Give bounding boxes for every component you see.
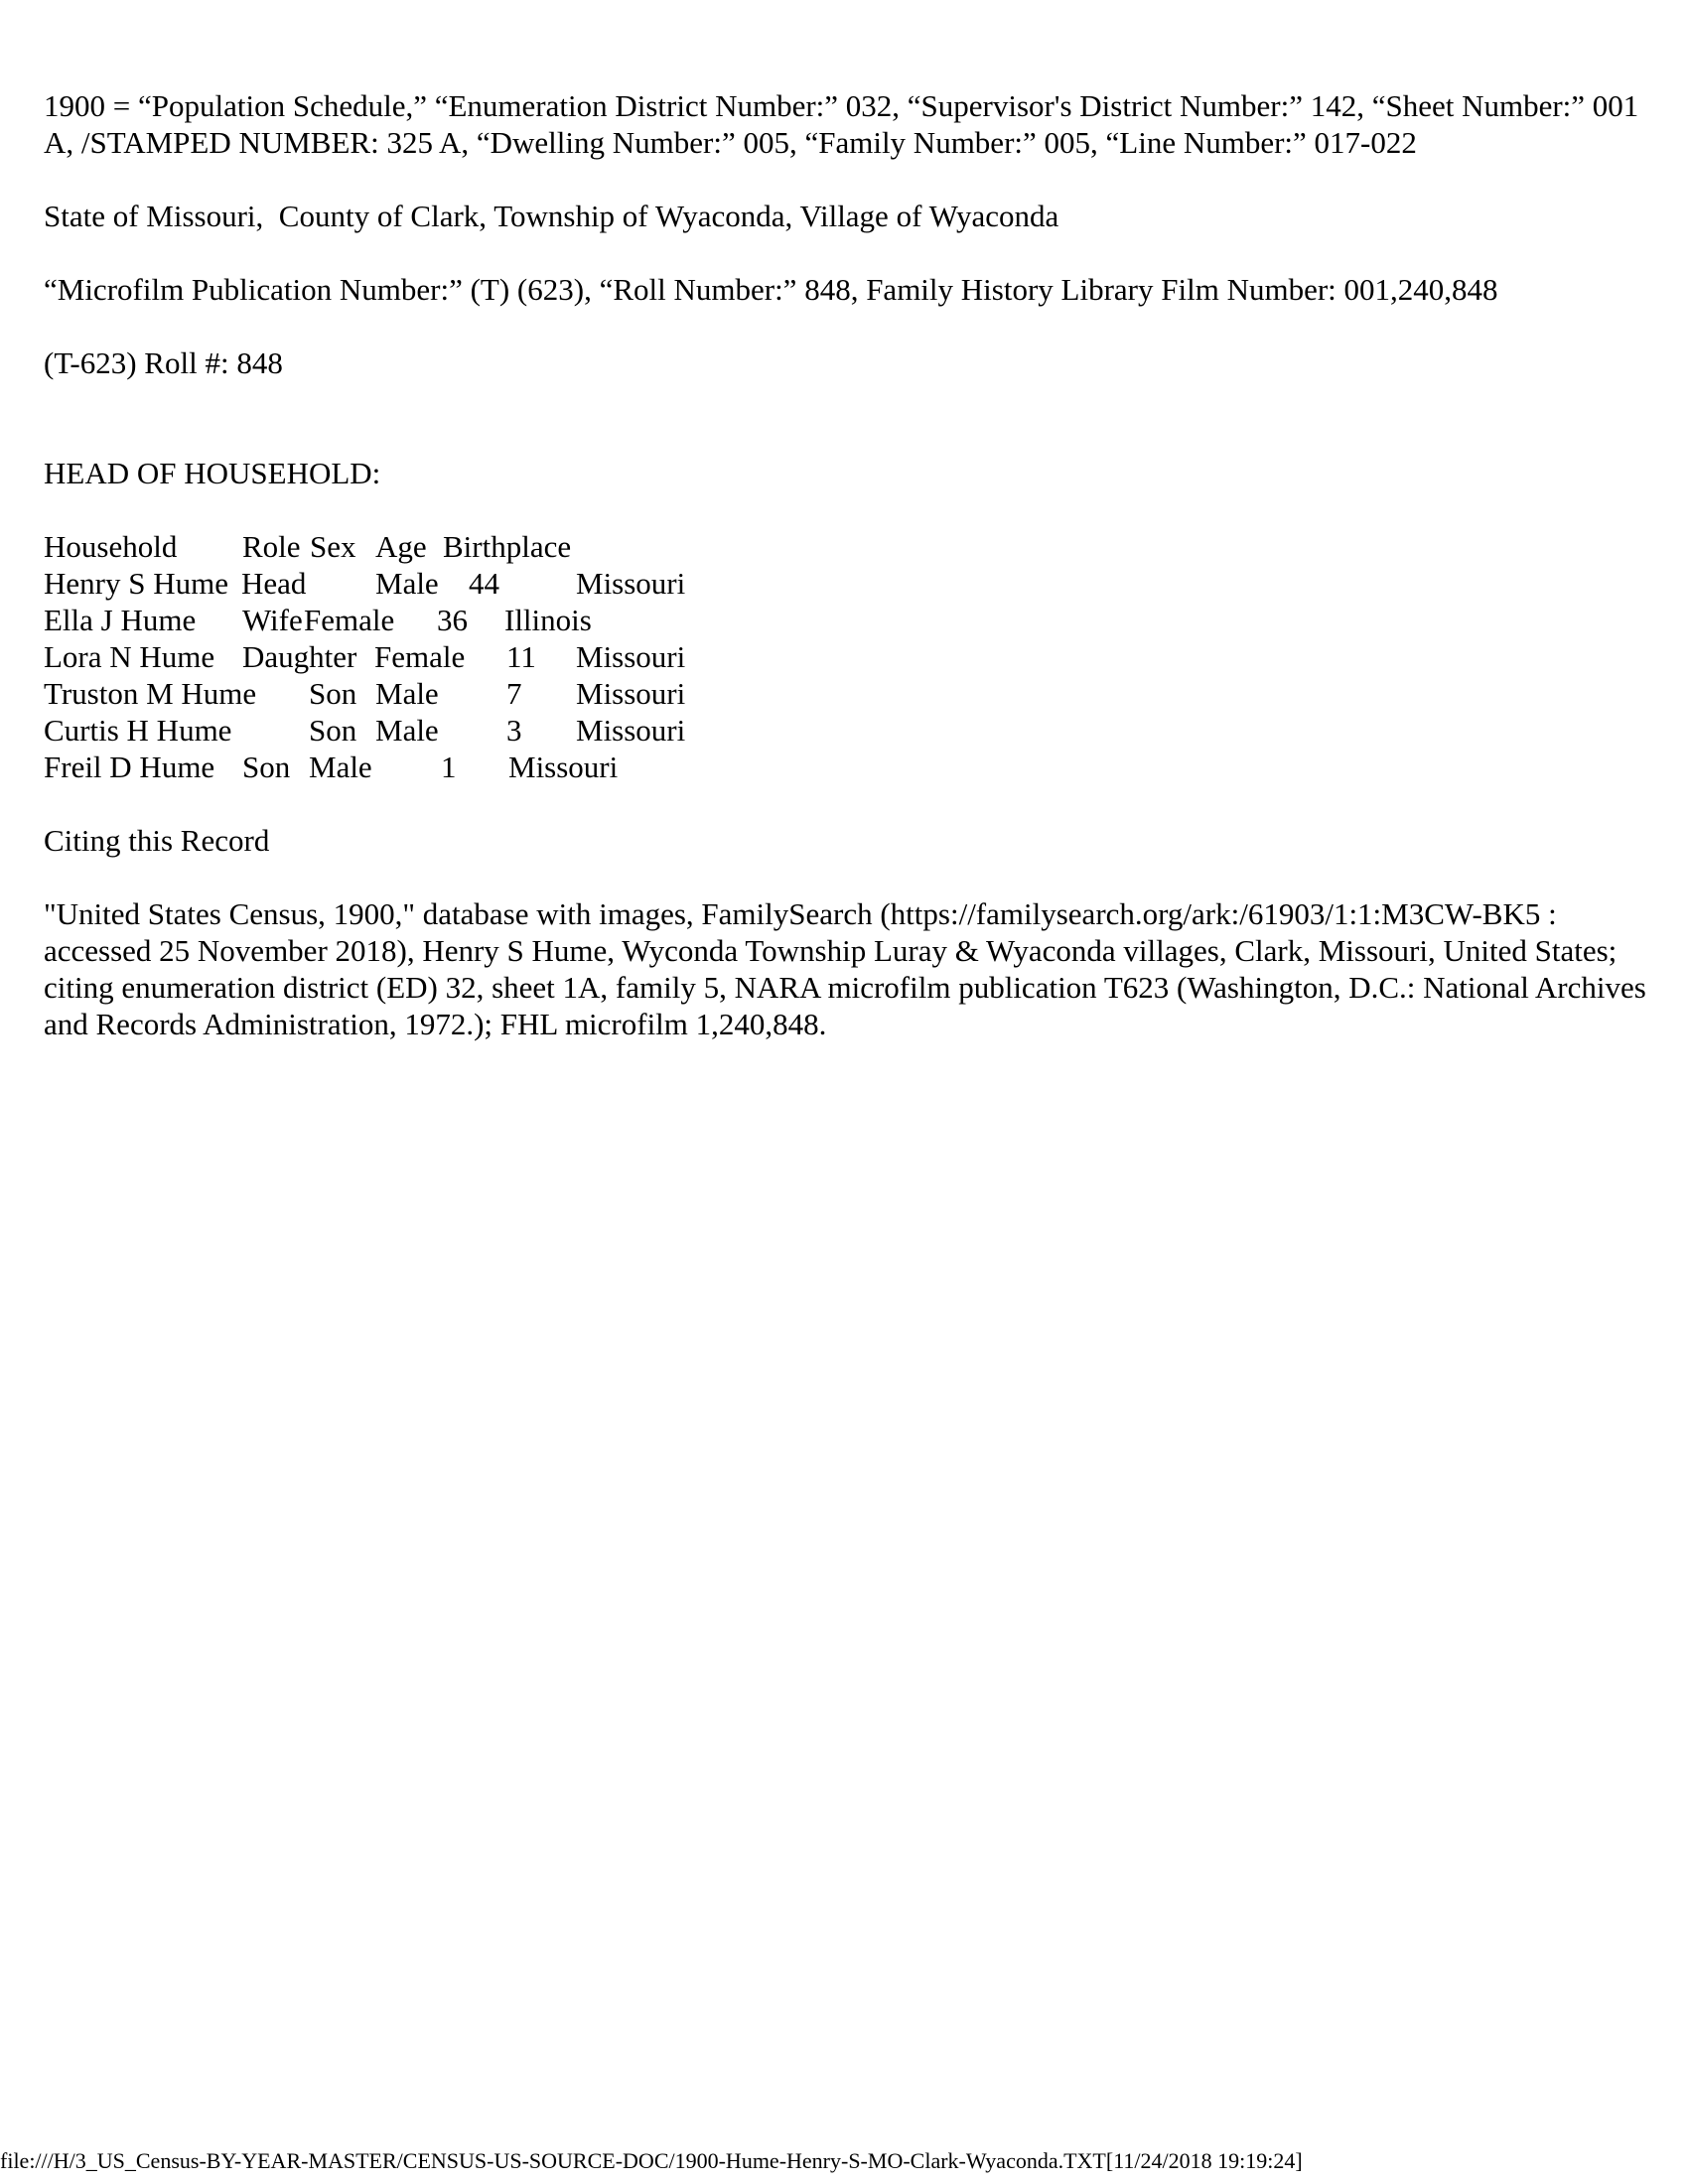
cell-household: Ella J Hume [44, 603, 197, 637]
cell-birthplace: Missouri [576, 713, 686, 748]
cell-sex: Male [375, 676, 439, 711]
header-role: Role [242, 529, 301, 564]
roll-line: (T-623) Roll #: 848 [44, 345, 283, 380]
table-row [44, 675, 1652, 712]
cell-household: Curtis H Hume [44, 713, 232, 748]
citing-heading: Citing this Record [44, 823, 270, 858]
document-body [44, 87, 1652, 1042]
file-path-footer: file:///H/3_US_Census-BY-YEAR-MASTER/CENSUS-US-SOURCE-DOC/1900-Hume-Henry-S-MO-Clark-Wyaconda.TXT[11/24/2018 19:19:24] [0, 2148, 1303, 2173]
header-household: Household [44, 529, 178, 564]
table-header-row [44, 528, 1652, 565]
citation-text: "United States Census, 1900," database with images, FamilySearch (https://familysearch.org/ark:/61903/1:1:M3CW-BK5 : accessed 25 November 2018), Henry S Hume, Wyconda Township Luray & Wyaconda villages, Clark, Missouri, United States; citing enumeration district (ED) 32, sheet 1A, family 5, NARA microfilm publication T623 (Washington, D.C.: National Archives and Records Administration, 1972.); FHL microfilm 1,240,848. [44, 896, 1654, 1041]
cell-sex: Male [309, 750, 372, 784]
cell-role: Son [309, 713, 357, 748]
cell-age: 3 [506, 713, 522, 748]
header-age: Age [375, 529, 427, 564]
cell-role: Wife [242, 603, 303, 637]
head-of-household-heading: HEAD OF HOUSEHOLD: [44, 456, 381, 490]
location-line: State of Missouri, County of Clark, Township of Wyaconda, Village of Wyaconda [44, 199, 1059, 233]
cell-birthplace: Missouri [576, 566, 686, 601]
cell-birthplace: Missouri [576, 676, 686, 711]
table-row [44, 749, 1652, 785]
table-row [44, 565, 1652, 602]
cell-sex: Female [374, 639, 466, 674]
cell-birthplace: Missouri [508, 750, 619, 784]
cell-household: Freil D Hume [44, 750, 215, 784]
table-row [44, 602, 1652, 638]
cell-household: Henry S Hume [44, 566, 228, 601]
cell-birthplace: Illinois [504, 603, 592, 637]
cell-age: 36 [437, 603, 468, 637]
header-birthplace: Birthplace [443, 529, 572, 564]
cell-sex: Male [375, 566, 439, 601]
cell-role: Son [309, 676, 357, 711]
cell-sex: Female [304, 603, 395, 637]
table-row [44, 638, 1652, 675]
census-reference: 1900 = “Population Schedule,” “Enumeration District Number:” 032, “Supervisor's District Number:” 142, “Sheet Number:” 001 A, /STAMPED NUMBER: 325 A, “Dwelling Number:” 005, “Family Number:” 005, “Line Number:” 017-022 [44, 88, 1653, 160]
table-row [44, 712, 1652, 749]
cell-role: Daughter [242, 639, 357, 674]
cell-age: 7 [506, 676, 522, 711]
cell-sex: Male [375, 713, 439, 748]
cell-birthplace: Missouri [576, 639, 686, 674]
cell-household: Truston M Hume [44, 676, 257, 711]
cell-age: 44 [469, 566, 499, 601]
microfilm-line: “Microfilm Publication Number:” (T) (623), “Roll Number:” 848, Family History Library Film Number: 001,240,848 [44, 272, 1498, 307]
cell-household: Lora N Hume [44, 639, 215, 674]
header-sex: Sex [310, 529, 356, 564]
cell-role: Head [241, 566, 307, 601]
cell-role: Son [242, 750, 291, 784]
cell-age: 1 [441, 750, 457, 784]
household-table [44, 528, 1652, 785]
cell-age: 11 [506, 639, 536, 674]
